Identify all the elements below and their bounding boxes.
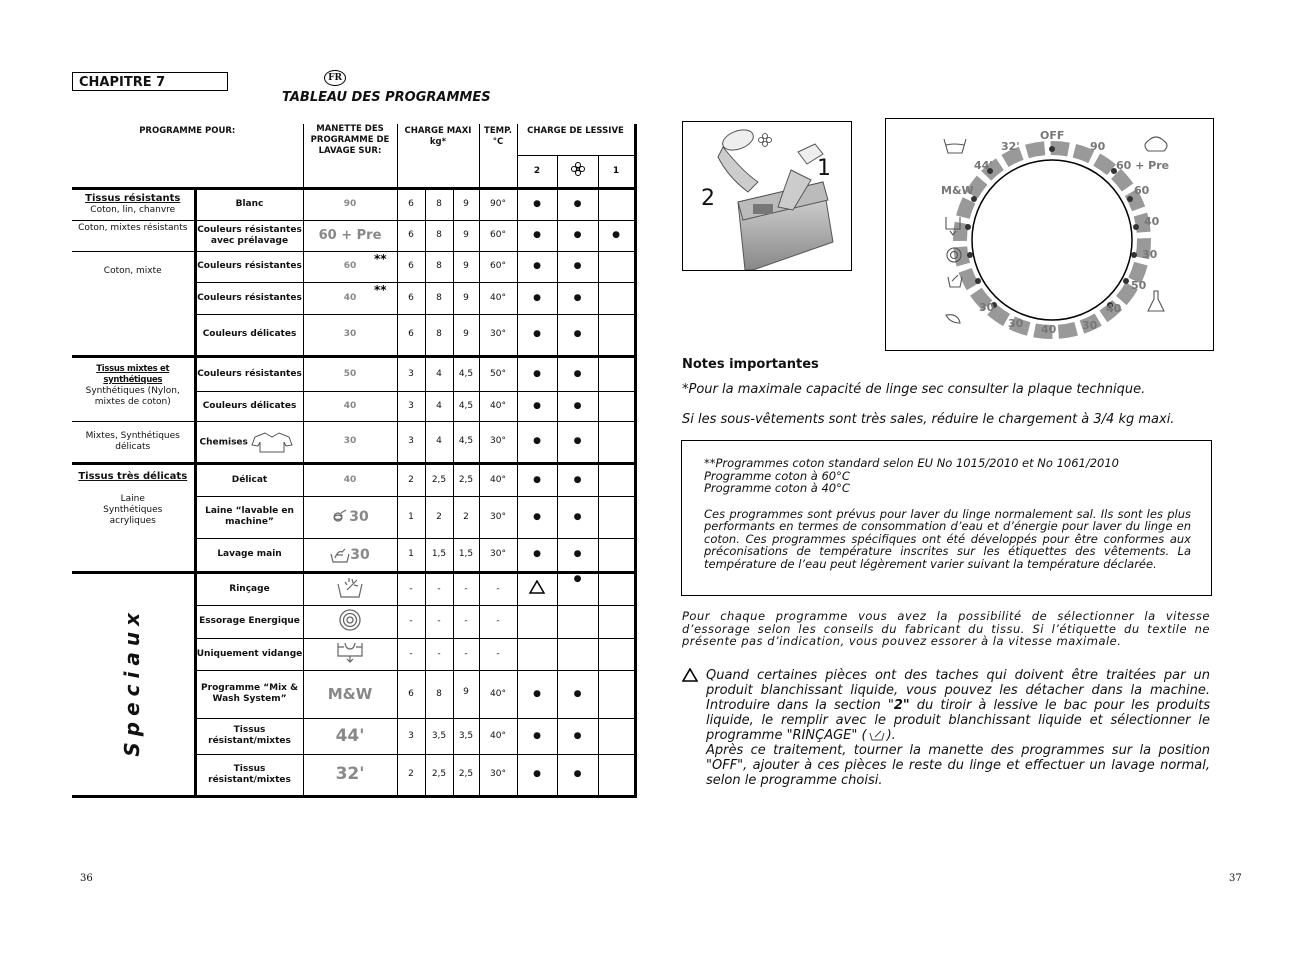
knob-label-32: 32' [1001, 140, 1020, 153]
charge-2: 2 [425, 496, 453, 538]
charge-1: 2 [397, 463, 425, 496]
temperature: 40° [479, 391, 517, 421]
dose-2: ● [517, 282, 557, 314]
header-manette: MANETTE DES PROGRAMME DE LAVAGE SUR: [303, 124, 397, 188]
drawer-label-2: 2 [701, 186, 715, 211]
charge-1: 6 [397, 314, 425, 356]
temperature: 30° [479, 754, 517, 796]
box-line-1: **Programmes coton standard selon EU No 1015/2010 et No 1061/2010 [704, 456, 1119, 470]
charge-2: 8 [425, 188, 453, 220]
dial-position: 30 [303, 314, 397, 356]
category-coton-mixte: Coton, mixte [72, 251, 195, 356]
programme-name: Laine “lavable en machine” [195, 496, 303, 538]
programme-name: Tissus résistant/mixtes [195, 718, 303, 754]
charge-3: - [453, 605, 479, 638]
dial-position: 60 ** [303, 251, 397, 282]
charge-3: 9 [453, 251, 479, 282]
flask-icon [1148, 291, 1164, 311]
charge-3: - [453, 572, 479, 605]
programme-name: Couleurs résistantes [195, 356, 303, 391]
programme-name: Uniquement vidange [195, 638, 303, 670]
temperature: 30° [479, 538, 517, 572]
dose-flower: ● [557, 282, 598, 314]
charge-3: 2 [453, 496, 479, 538]
dose-2: ● [517, 421, 557, 463]
dose-1 [598, 356, 635, 391]
temperature: 40° [479, 718, 517, 754]
programme-name: Couleurs délicates [195, 391, 303, 421]
charge-2: 8 [425, 251, 453, 282]
programme-name: Chemises [195, 421, 303, 463]
charge-2: 4 [425, 421, 453, 463]
dose-flower: ● [557, 391, 598, 421]
dose-1: ● [598, 220, 635, 251]
programme-name: Délicat [195, 463, 303, 496]
charge-3: 9 [453, 220, 479, 251]
programme-name: Programme “Mix & Wash System” [195, 670, 303, 718]
dose-2: ● [517, 314, 557, 356]
dial-position: 44' [303, 718, 397, 754]
dose-flower: ● [557, 670, 598, 718]
charge-3: - [453, 638, 479, 670]
programme-name: Couleurs résistantes [195, 251, 303, 282]
warning-triangle-icon [682, 668, 698, 686]
compartment-2: 2 [517, 155, 557, 188]
knob-label-90: 90 [1090, 140, 1106, 153]
dose-flower: ● [557, 463, 598, 496]
charge-2: 3,5 [425, 718, 453, 754]
dose-1 [598, 605, 635, 638]
dose-1 [598, 754, 635, 796]
charge-2: - [425, 605, 453, 638]
dose-2: ● [517, 754, 557, 796]
dose-1 [598, 638, 635, 670]
temperature: 40° [479, 670, 517, 718]
note-underwear: Si les sous-vêtements sont très sales, réduire le chargement à 3/4 kg maxi. [682, 412, 1175, 427]
header-temp: TEMP. °C [479, 124, 517, 188]
dose-flower: ● [557, 188, 598, 220]
dose-flower: ● [557, 572, 598, 605]
programme-name: Rinçage [195, 572, 303, 605]
programme-name: Tissus résistant/mixtes [195, 754, 303, 796]
chapter-label: CHAPITRE 7 [72, 72, 228, 91]
charge-2: 1,5 [425, 538, 453, 572]
knob-label-off: OFF [1040, 129, 1065, 142]
charge-3: 4,5 [453, 391, 479, 421]
charge-1: 3 [397, 421, 425, 463]
dose-1 [598, 496, 635, 538]
charge-2: 2,5 [425, 463, 453, 496]
dose-flower [557, 605, 598, 638]
dial-position: 50 [303, 356, 397, 391]
box-paragraph: Ces programmes sont prévus pour laver du linge normalement sal. Ils sont les plus performants en termes de consommation d’eau et d’énergie pour laver du linge en coton. Ces programmes spécifiques ont été développés pour être conformes aux préconisations de température inscrites sur les étiquettes des vêtements. La température de l’eau peut légèrement varier suivant la température déclarée. [704, 506, 1191, 571]
dose-flower: ● [557, 314, 598, 356]
leaf-icon [946, 315, 960, 323]
knob-label-40b: 40 [1106, 302, 1122, 315]
spin-icon [303, 605, 397, 638]
dose-flower: ● [557, 251, 598, 282]
dose-1 [598, 314, 635, 356]
dose-1 [598, 572, 635, 605]
header-lessive: CHARGE DE LESSIVE [517, 124, 635, 155]
category-coton-mixtes: Coton, mixtes résistants [72, 220, 195, 251]
temperature: - [479, 572, 517, 605]
category-speciaux: Speciaux [72, 572, 195, 796]
dial-position: 40 ** [303, 282, 397, 314]
compartment-1: 1 [598, 155, 635, 188]
knob-label-60pre: 60 + Pre [1116, 159, 1170, 172]
charge-2: - [425, 638, 453, 670]
charge-3: 4,5 [453, 421, 479, 463]
dial-position: 40 [303, 391, 397, 421]
temperature: 40° [479, 282, 517, 314]
charge-3: 2,5 [453, 463, 479, 496]
dose-flower: ● [557, 421, 598, 463]
dial-position: 90 [303, 188, 397, 220]
dose-flower: ● [557, 754, 598, 796]
programme-name: Lavage main [195, 538, 303, 572]
knob-label-30d: 30 [979, 301, 995, 314]
charge-1: 6 [397, 188, 425, 220]
temperature: - [479, 605, 517, 638]
knob-label-mw: M&W [941, 184, 974, 197]
dose-2: ● [517, 670, 557, 718]
charge-1: - [397, 638, 425, 670]
temperature: 60° [479, 251, 517, 282]
dose-1 [598, 463, 635, 496]
charge-2: 4 [425, 391, 453, 421]
box-line-3: Programme coton à 40°C [704, 481, 850, 495]
rinse-small-icon [948, 275, 962, 287]
knob-dial [886, 119, 1213, 350]
dose-2: ● [517, 391, 557, 421]
category-mixtes: Tissus mixtes et synthétiques Synthétiques (Nylon, mixtes de coton) [72, 356, 195, 421]
knob-label-50: 50 [1131, 279, 1147, 292]
dose-2: ● [517, 718, 557, 754]
rinse-icon [303, 572, 397, 605]
charge-1: 6 [397, 670, 425, 718]
rinse-inline-icon [869, 728, 885, 741]
category-delicats: Tissus très délicats Laine Synthétiques acryliques [72, 463, 195, 572]
charge-3: 9 [453, 314, 479, 356]
knob-label-30: 30 [1142, 248, 1158, 261]
dose-1 [598, 188, 635, 220]
dose-2: ● [517, 220, 557, 251]
programme-name: Essorage Energique [195, 605, 303, 638]
programme-knob-illustration [885, 118, 1214, 351]
charge-3: 9 [453, 188, 479, 220]
dial-position: M&W [303, 670, 397, 718]
cotton-icon [944, 139, 966, 153]
language-badge: FR [324, 70, 346, 86]
temperature: 30° [479, 314, 517, 356]
charge-1: 1 [397, 496, 425, 538]
hand-wash-icon [330, 546, 350, 564]
knob-label-30b: 30 [1082, 319, 1098, 332]
dial-position: 30 [303, 421, 397, 463]
dose-2: ● [517, 538, 557, 572]
charge-2: 8 [425, 220, 453, 251]
programme-name: Couleurs résistantes [195, 282, 303, 314]
page-number-left: 36 [80, 873, 93, 884]
dial-position: 30 [303, 538, 397, 572]
dose-2: ● [517, 251, 557, 282]
category-resistants: Tissus résistants Coton, lin, chanvre [72, 188, 195, 220]
charge-1: 2 [397, 754, 425, 796]
charge-1: 6 [397, 251, 425, 282]
charge-2: - [425, 572, 453, 605]
charge-2: 2,5 [425, 754, 453, 796]
temperature: 40° [479, 463, 517, 496]
spin-speed-note: Pour chaque programme vous avez la possibilité de sélectionner la vitesse d’essorage selon les conseils du fabricant du tissu. Si l’étiquette du textile ne présente pas d’indication, vous pouvez essorer à la vitesse maximale. [682, 609, 1210, 648]
charge-2: 8 [425, 314, 453, 356]
dose-1 [598, 670, 635, 718]
knob-label-40: 40 [1144, 215, 1160, 228]
bleach-triangle-icon [517, 572, 557, 605]
header-charge: CHARGE MAXI kg* [397, 124, 479, 188]
charge-3: 9 [453, 282, 479, 314]
programme-table [72, 124, 637, 798]
programme-name: Couleurs délicates [195, 314, 303, 356]
synthetic-icon [1145, 137, 1167, 151]
knob-label-44: 44' [974, 159, 993, 172]
charge-2: 4 [425, 356, 453, 391]
detergent-drawer-illustration [682, 121, 852, 271]
knob-label-60: 60 [1134, 184, 1150, 197]
dose-flower: ● [557, 496, 598, 538]
charge-1: 1 [397, 538, 425, 572]
knob-label-30c: 30 [1008, 317, 1024, 330]
dial-position: 40 [303, 463, 397, 496]
dose-2: ● [517, 463, 557, 496]
temperature: 50° [479, 356, 517, 391]
dose-flower: ● [557, 718, 598, 754]
category-mixtes-delicats: Mixtes, Synthétiques délicats [72, 421, 195, 463]
charge-1: 3 [397, 718, 425, 754]
dial-position: 32' [303, 754, 397, 796]
drawer-label-1: 1 [817, 156, 831, 181]
dose-1 [598, 421, 635, 463]
stain-treatment-note: Quand certaines pièces ont des taches qui doivent être traitées par un produit blanchissant liquide, vous pouvez les détacher dans la machine. Introduire dans la section "2" du tiroir à lessive le bac pour les produits liquide, le remplir avec le produit blanchissant liquide et sélectionner le programme "RINÇAGE" ( ). Après ce traitement, tourner la manette des programmes sur la position "OFF", ajouter à ces pièces le reste du linge et effectuer un lavage normal, selon le programme choisi. [706, 668, 1210, 788]
charge-2: 8 [425, 282, 453, 314]
dose-2: ● [517, 356, 557, 391]
note-capacity: *Pour la maximale capacité de linge sec consulter la plaque technique. [682, 382, 1146, 397]
charge-1: - [397, 605, 425, 638]
dose-1 [598, 251, 635, 282]
dose-2 [517, 638, 557, 670]
dose-flower: ● [557, 356, 598, 391]
drain-icon [303, 638, 397, 670]
dose-flower: ● [557, 538, 598, 572]
dose-2: ● [517, 188, 557, 220]
wool-icon [331, 509, 349, 525]
notes-heading: Notes importantes [682, 357, 819, 372]
dose-1 [598, 718, 635, 754]
charge-3: 9 [453, 670, 479, 718]
dose-2: ● [517, 496, 557, 538]
temperature: 60° [479, 220, 517, 251]
charge-1: 6 [397, 282, 425, 314]
dial-position: 60 + Pre [303, 220, 397, 251]
charge-3: 4,5 [453, 356, 479, 391]
charge-3: 3,5 [453, 718, 479, 754]
dial-position: 30 [303, 496, 397, 538]
charge-1: 6 [397, 220, 425, 251]
page-number-right: 37 [1229, 873, 1242, 884]
dose-flower: ● [557, 220, 598, 251]
dose-1 [598, 282, 635, 314]
shirt-icon [251, 431, 293, 453]
charge-2: 8 [425, 670, 453, 718]
temperature: 30° [479, 421, 517, 463]
charge-1: 3 [397, 356, 425, 391]
charge-3: 1,5 [453, 538, 479, 572]
page-title: TABLEAU DES PROGRAMMES [282, 90, 491, 105]
programme-name: Couleurs résistantes avec prélavage [195, 220, 303, 251]
dose-flower [557, 638, 598, 670]
knob-label-40c: 40 [1041, 323, 1057, 336]
box-line-2: Programme coton à 60°C [704, 468, 850, 483]
temperature: 90° [479, 188, 517, 220]
temperature: - [479, 638, 517, 670]
programme-name: Blanc [195, 188, 303, 220]
flower-icon [557, 155, 598, 188]
charge-3: 2,5 [453, 754, 479, 796]
dose-1 [598, 391, 635, 421]
dose-1 [598, 538, 635, 572]
temperature: 30° [479, 496, 517, 538]
charge-1: - [397, 572, 425, 605]
dose-2 [517, 605, 557, 638]
standard-programmes-box [681, 440, 1212, 596]
charge-1: 3 [397, 391, 425, 421]
header-programme-pour: PROGRAMME POUR: [139, 126, 236, 136]
